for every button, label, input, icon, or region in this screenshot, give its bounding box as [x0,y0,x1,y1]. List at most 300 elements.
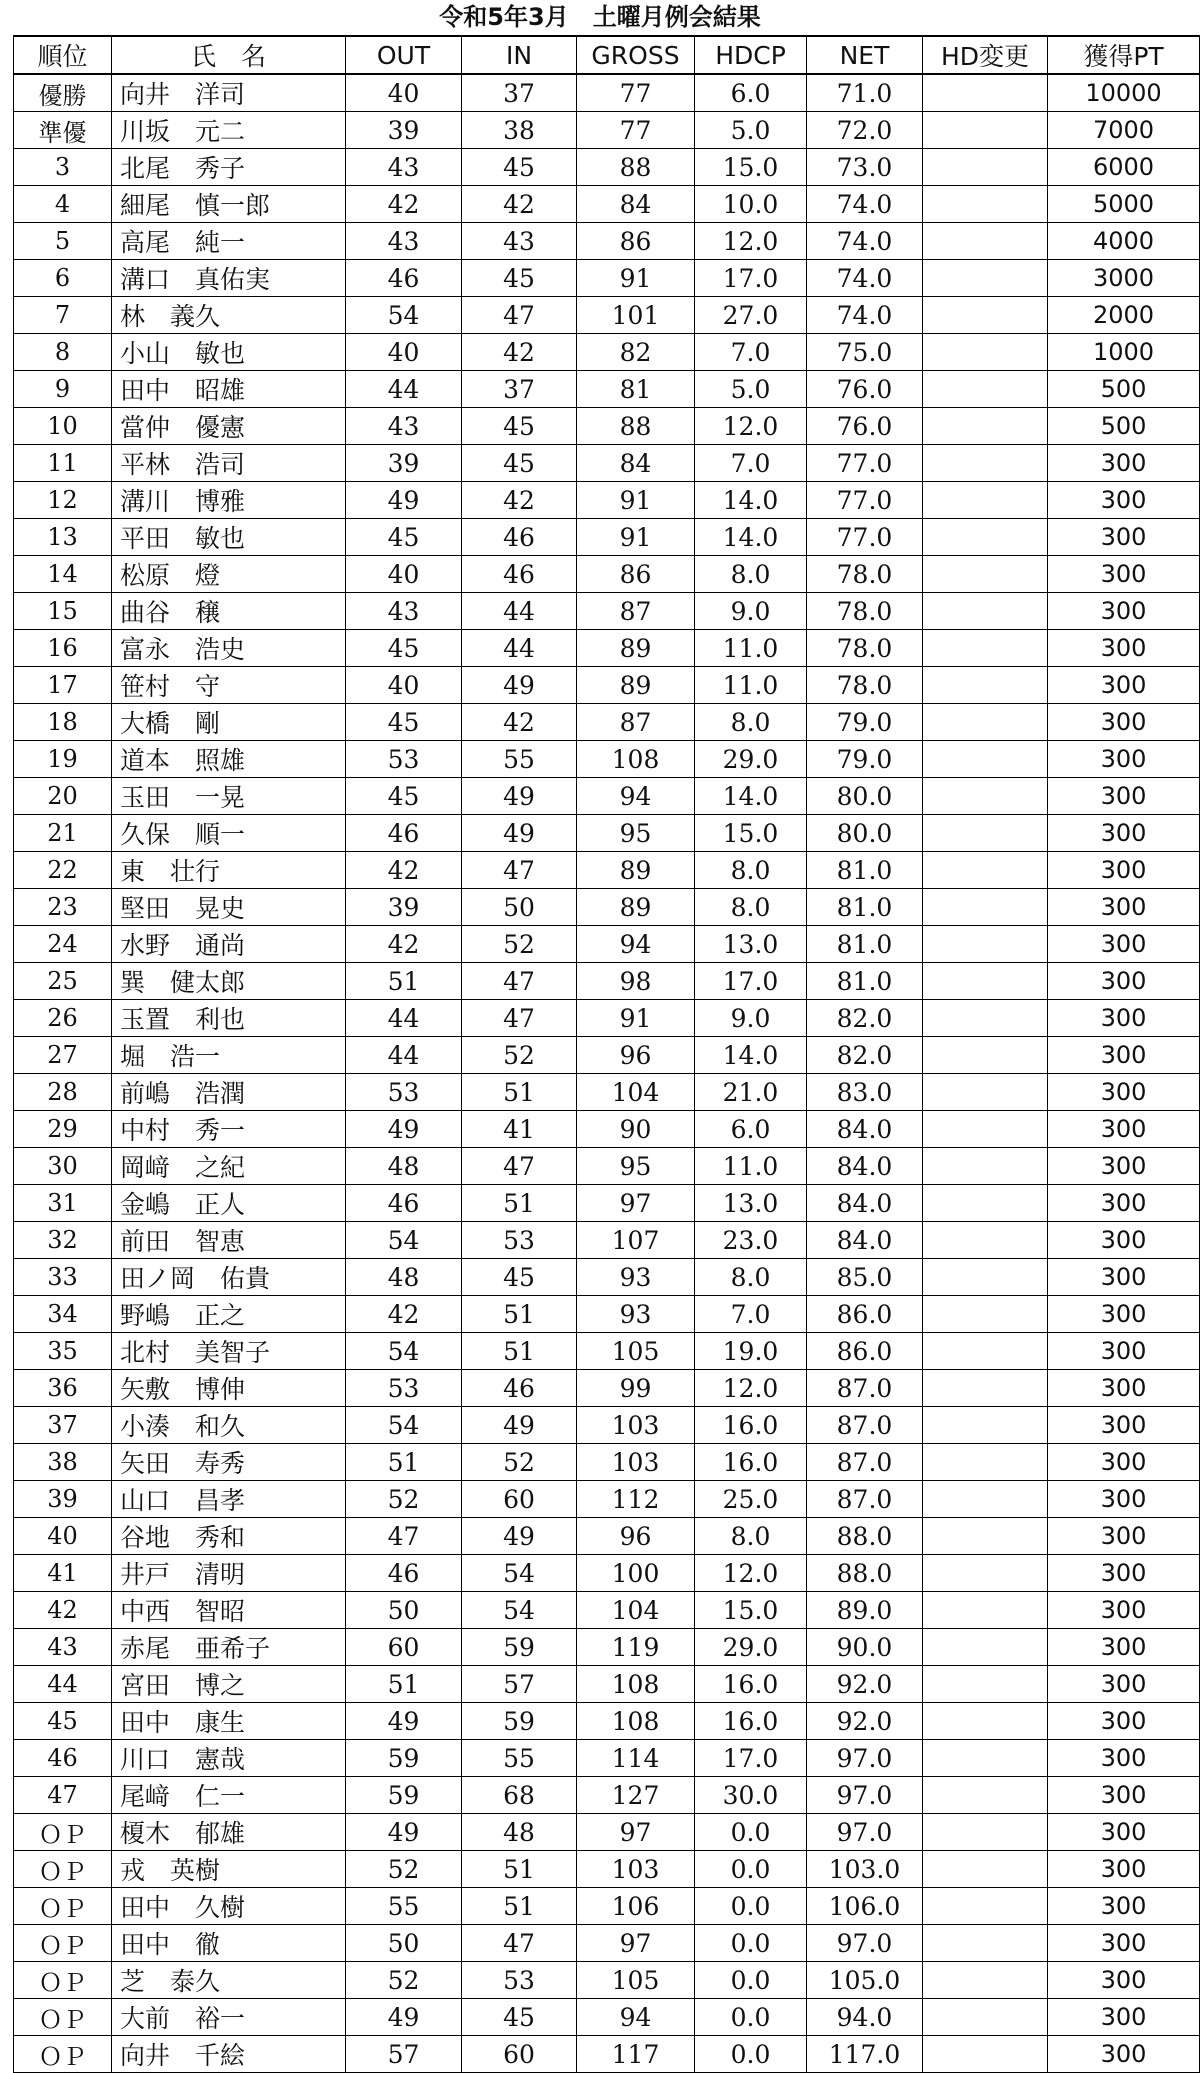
net-cell: 87.0 [807,1481,923,1518]
gross-cell: 117 [577,2036,695,2073]
hdcp-cell: 6.0 [695,1111,807,1148]
rank-cell: 23 [14,889,112,926]
out-cell: 51 [346,1444,462,1481]
table-row [14,556,1200,593]
hdcp-cell: 16.0 [695,1407,807,1444]
points-cell: 300 [1048,889,1200,926]
net-cell: 81.0 [807,926,923,963]
hdcp-cell: 12.0 [695,1555,807,1592]
rank-cell: 14 [14,556,112,593]
gross-cell: 77 [577,112,695,149]
hd-change-cell [923,1629,1048,1666]
in-cell: 47 [462,1148,577,1185]
points-cell: 300 [1048,1481,1200,1518]
in-cell: 48 [462,1814,577,1851]
points-cell: 300 [1048,482,1200,519]
net-cell: 71.0 [807,74,923,112]
hdcp-cell: 12.0 [695,408,807,445]
header-gross: GROSS [577,36,695,74]
points-cell: 300 [1048,1999,1200,2036]
net-cell: 92.0 [807,1703,923,1740]
net-cell: 76.0 [807,371,923,408]
in-cell: 54 [462,1555,577,1592]
hdcp-cell: 12.0 [695,223,807,260]
points-cell: 300 [1048,1333,1200,1370]
table-row [14,1703,1200,1740]
in-cell: 45 [462,1259,577,1296]
table-row [14,74,1200,112]
rank-cell: 38 [14,1444,112,1481]
hd-change-cell [923,445,1048,482]
hdcp-cell: 12.0 [695,1370,807,1407]
name-cell: 玉田 一晃 [112,778,346,815]
table-row [14,408,1200,445]
name-cell: 向井 千絵 [112,2036,346,2073]
name-cell: 榎木 郁雄 [112,1814,346,1851]
hdcp-cell: 8.0 [695,704,807,741]
gross-cell: 95 [577,1148,695,1185]
net-cell: 89.0 [807,1592,923,1629]
hd-change-cell [923,519,1048,556]
gross-cell: 101 [577,297,695,334]
rank-cell: 5 [14,223,112,260]
out-cell: 49 [346,1814,462,1851]
hdcp-cell: 17.0 [695,963,807,1000]
out-cell: 57 [346,2036,462,2073]
name-cell: 田ノ岡 佑貴 [112,1259,346,1296]
rank-cell: 47 [14,1777,112,1814]
rank-cell: 9 [14,371,112,408]
name-cell: 富永 浩史 [112,630,346,667]
net-cell: 72.0 [807,112,923,149]
table-row [14,1518,1200,1555]
hdcp-cell: 0.0 [695,1814,807,1851]
hdcp-cell: 17.0 [695,1740,807,1777]
net-cell: 80.0 [807,815,923,852]
gross-cell: 97 [577,1185,695,1222]
in-cell: 50 [462,889,577,926]
hdcp-cell: 21.0 [695,1074,807,1111]
table-row [14,1666,1200,1703]
points-cell: 500 [1048,371,1200,408]
net-cell: 75.0 [807,334,923,371]
net-cell: 77.0 [807,519,923,556]
points-cell: 3000 [1048,260,1200,297]
points-cell: 300 [1048,1777,1200,1814]
points-cell: 300 [1048,926,1200,963]
points-cell: 6000 [1048,149,1200,186]
net-cell: 87.0 [807,1370,923,1407]
name-cell: 平林 浩司 [112,445,346,482]
gross-cell: 95 [577,815,695,852]
net-cell: 80.0 [807,778,923,815]
out-cell: 50 [346,1592,462,1629]
rank-cell: 37 [14,1407,112,1444]
net-cell: 82.0 [807,1000,923,1037]
name-cell: 東 壮行 [112,852,346,889]
in-cell: 44 [462,593,577,630]
hd-change-cell [923,408,1048,445]
hd-change-cell [923,926,1048,963]
out-cell: 54 [346,1407,462,1444]
in-cell: 51 [462,1851,577,1888]
net-cell: 82.0 [807,1037,923,1074]
table-row [14,1148,1200,1185]
in-cell: 42 [462,482,577,519]
hd-change-cell [923,1000,1048,1037]
hd-change-cell [923,2036,1048,2073]
in-cell: 60 [462,2036,577,2073]
hdcp-cell: 8.0 [695,1518,807,1555]
header-points: 獲得PT [1048,36,1200,74]
name-cell: 田中 徹 [112,1925,346,1962]
table-row [14,1777,1200,1814]
hdcp-cell: 14.0 [695,1037,807,1074]
gross-cell: 103 [577,1407,695,1444]
out-cell: 45 [346,778,462,815]
in-cell: 47 [462,1000,577,1037]
name-cell: 玉置 利也 [112,1000,346,1037]
name-cell: 大橋 剛 [112,704,346,741]
hdcp-cell: 9.0 [695,593,807,630]
out-cell: 48 [346,1259,462,1296]
rank-cell: 10 [14,408,112,445]
points-cell: 300 [1048,704,1200,741]
out-cell: 45 [346,519,462,556]
table-row [14,1037,1200,1074]
in-cell: 52 [462,1444,577,1481]
hd-change-cell [923,482,1048,519]
out-cell: 43 [346,149,462,186]
rank-cell: 28 [14,1074,112,1111]
points-cell: 300 [1048,1740,1200,1777]
table-row [14,1000,1200,1037]
rank-cell: 優勝 [14,74,112,112]
in-cell: 44 [462,630,577,667]
out-cell: 59 [346,1777,462,1814]
hdcp-cell: 14.0 [695,482,807,519]
in-cell: 49 [462,1518,577,1555]
table-row [14,1740,1200,1777]
net-cell: 74.0 [807,297,923,334]
points-cell: 300 [1048,1185,1200,1222]
out-cell: 60 [346,1629,462,1666]
in-cell: 68 [462,1777,577,1814]
gross-cell: 81 [577,371,695,408]
points-cell: 300 [1048,1888,1200,1925]
hdcp-cell: 0.0 [695,1962,807,1999]
net-cell: 97.0 [807,1814,923,1851]
table-row [14,334,1200,371]
rank-cell: 7 [14,297,112,334]
net-cell: 78.0 [807,630,923,667]
hdcp-cell: 7.0 [695,445,807,482]
hdcp-cell: 29.0 [695,1629,807,1666]
gross-cell: 82 [577,334,695,371]
net-cell: 77.0 [807,482,923,519]
net-cell: 85.0 [807,1259,923,1296]
header-name: 氏 名 [112,36,346,74]
table-row [14,1185,1200,1222]
table-row [14,889,1200,926]
in-cell: 55 [462,1740,577,1777]
gross-cell: 89 [577,667,695,704]
gross-cell: 105 [577,1333,695,1370]
in-cell: 45 [462,408,577,445]
points-cell: 300 [1048,1259,1200,1296]
in-cell: 49 [462,667,577,704]
hd-change-cell [923,112,1048,149]
name-cell: 堀 浩一 [112,1037,346,1074]
hdcp-cell: 8.0 [695,556,807,593]
name-cell: 田中 昭雄 [112,371,346,408]
hd-change-cell [923,1925,1048,1962]
rank-cell: 34 [14,1296,112,1333]
name-cell: 向井 洋司 [112,74,346,112]
name-cell: 北尾 秀子 [112,149,346,186]
hdcp-cell: 30.0 [695,1777,807,1814]
rank-cell: 22 [14,852,112,889]
net-cell: 81.0 [807,852,923,889]
table-row [14,260,1200,297]
page-title: 令和5年3月 土曜月例会結果 [439,3,761,31]
in-cell: 51 [462,1074,577,1111]
in-cell: 59 [462,1629,577,1666]
hd-change-cell [923,556,1048,593]
points-cell: 300 [1048,852,1200,889]
name-cell: 矢敷 博伸 [112,1370,346,1407]
in-cell: 51 [462,1185,577,1222]
table-row [14,1481,1200,1518]
rank-cell: 19 [14,741,112,778]
name-cell: 細尾 慎一郎 [112,186,346,223]
gross-cell: 94 [577,926,695,963]
table-row [14,1814,1200,1851]
rank-cell: 32 [14,1222,112,1259]
hd-change-cell [923,149,1048,186]
in-cell: 37 [462,371,577,408]
points-cell: 300 [1048,1444,1200,1481]
name-cell: 宮田 博之 [112,1666,346,1703]
hd-change-cell [923,1851,1048,1888]
out-cell: 53 [346,1074,462,1111]
hd-change-cell [923,1111,1048,1148]
hd-change-cell [923,1666,1048,1703]
header-rank: 順位 [14,36,112,74]
points-cell: 500 [1048,408,1200,445]
gross-cell: 84 [577,186,695,223]
out-cell: 40 [346,74,462,112]
rank-cell: 31 [14,1185,112,1222]
out-cell: 45 [346,704,462,741]
rank-cell: 8 [14,334,112,371]
points-cell: 300 [1048,1629,1200,1666]
hd-change-cell [923,704,1048,741]
out-cell: 54 [346,1222,462,1259]
hdcp-cell: 0.0 [695,1851,807,1888]
hd-change-cell [923,297,1048,334]
gross-cell: 105 [577,1962,695,1999]
in-cell: 42 [462,186,577,223]
net-cell: 117.0 [807,2036,923,2073]
net-cell: 86.0 [807,1296,923,1333]
net-cell: 83.0 [807,1074,923,1111]
gross-cell: 84 [577,445,695,482]
hd-change-cell [923,667,1048,704]
table-row [14,1999,1200,2036]
gross-cell: 103 [577,1851,695,1888]
gross-cell: 98 [577,963,695,1000]
gross-cell: 108 [577,741,695,778]
out-cell: 47 [346,1518,462,1555]
hdcp-cell: 16.0 [695,1703,807,1740]
points-cell: 300 [1048,445,1200,482]
in-cell: 45 [462,445,577,482]
out-cell: 53 [346,1370,462,1407]
hdcp-cell: 8.0 [695,1259,807,1296]
hd-change-cell [923,963,1048,1000]
hd-change-cell [923,1074,1048,1111]
gross-cell: 119 [577,1629,695,1666]
out-cell: 48 [346,1148,462,1185]
hd-change-cell [923,1962,1048,1999]
hd-change-cell [923,1814,1048,1851]
rank-cell: 25 [14,963,112,1000]
table-row [14,741,1200,778]
points-cell: 300 [1048,815,1200,852]
hdcp-cell: 17.0 [695,260,807,297]
hdcp-cell: 14.0 [695,519,807,556]
in-cell: 47 [462,297,577,334]
gross-cell: 91 [577,260,695,297]
table-row [14,149,1200,186]
net-cell: 105.0 [807,1962,923,1999]
hdcp-cell: 0.0 [695,2036,807,2073]
out-cell: 46 [346,260,462,297]
out-cell: 50 [346,1925,462,1962]
hdcp-cell: 0.0 [695,1925,807,1962]
out-cell: 44 [346,1000,462,1037]
net-cell: 81.0 [807,889,923,926]
hd-change-cell [923,1333,1048,1370]
rank-cell: ＯＰ [14,2036,112,2073]
rank-cell: 45 [14,1703,112,1740]
rank-cell: 36 [14,1370,112,1407]
hdcp-cell: 13.0 [695,1185,807,1222]
results-table [13,35,1200,2073]
header-out: OUT [346,36,462,74]
points-cell: 300 [1048,1222,1200,1259]
rank-cell: 18 [14,704,112,741]
out-cell: 51 [346,1666,462,1703]
gross-cell: 96 [577,1037,695,1074]
in-cell: 47 [462,963,577,1000]
points-cell: 300 [1048,1148,1200,1185]
name-cell: 道本 照雄 [112,741,346,778]
table-row [14,1925,1200,1962]
table-row [14,1851,1200,1888]
points-cell: 300 [1048,1814,1200,1851]
in-cell: 42 [462,704,577,741]
hd-change-cell [923,1888,1048,1925]
table-row [14,445,1200,482]
hdcp-cell: 5.0 [695,112,807,149]
rank-cell: 39 [14,1481,112,1518]
in-cell: 46 [462,1370,577,1407]
net-cell: 103.0 [807,1851,923,1888]
rank-cell: 26 [14,1000,112,1037]
hdcp-cell: 27.0 [695,297,807,334]
table-row [14,482,1200,519]
net-cell: 77.0 [807,445,923,482]
name-cell: 平田 敏也 [112,519,346,556]
gross-cell: 89 [577,889,695,926]
name-cell: 大前 裕一 [112,1999,346,2036]
points-cell: 300 [1048,1851,1200,1888]
in-cell: 42 [462,334,577,371]
net-cell: 84.0 [807,1185,923,1222]
hd-change-cell [923,223,1048,260]
table-row [14,1111,1200,1148]
name-cell: 戎 英樹 [112,1851,346,1888]
out-cell: 53 [346,741,462,778]
out-cell: 49 [346,1111,462,1148]
hdcp-cell: 11.0 [695,1148,807,1185]
table-row [14,1333,1200,1370]
points-cell: 300 [1048,2036,1200,2073]
hd-change-cell [923,1148,1048,1185]
gross-cell: 90 [577,1111,695,1148]
points-cell: 4000 [1048,223,1200,260]
name-cell: 松原 燈 [112,556,346,593]
rank-cell: ＯＰ [14,1888,112,1925]
rank-cell: 17 [14,667,112,704]
out-cell: 49 [346,1703,462,1740]
name-cell: 矢田 寿秀 [112,1444,346,1481]
in-cell: 60 [462,1481,577,1518]
points-cell: 300 [1048,1703,1200,1740]
in-cell: 38 [462,112,577,149]
hdcp-cell: 25.0 [695,1481,807,1518]
table-row [14,186,1200,223]
hdcp-cell: 16.0 [695,1444,807,1481]
name-cell: 高尾 純一 [112,223,346,260]
header-hd-change: HD変更 [923,36,1048,74]
gross-cell: 114 [577,1740,695,1777]
out-cell: 54 [346,297,462,334]
gross-cell: 91 [577,482,695,519]
net-cell: 79.0 [807,704,923,741]
table-row [14,1444,1200,1481]
in-cell: 51 [462,1333,577,1370]
hd-change-cell [923,1407,1048,1444]
table-row [14,2036,1200,2073]
points-cell: 300 [1048,963,1200,1000]
gross-cell: 77 [577,74,695,112]
in-cell: 54 [462,1592,577,1629]
rank-cell: 16 [14,630,112,667]
table-row [14,1222,1200,1259]
in-cell: 51 [462,1296,577,1333]
in-cell: 37 [462,74,577,112]
points-cell: 1000 [1048,334,1200,371]
in-cell: 47 [462,852,577,889]
hd-change-cell [923,334,1048,371]
table-row [14,1296,1200,1333]
name-cell: 谷地 秀和 [112,1518,346,1555]
in-cell: 53 [462,1222,577,1259]
points-cell: 7000 [1048,112,1200,149]
